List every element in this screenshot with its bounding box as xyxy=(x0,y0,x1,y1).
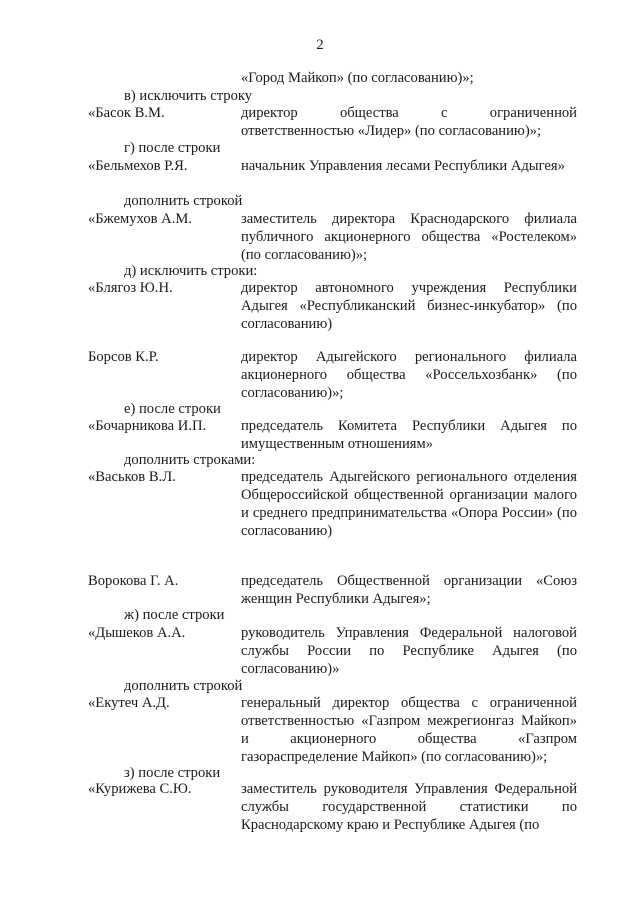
entry-name-belmekhov: «Бельмехов Р.Я. xyxy=(88,158,188,174)
entry-name-blyagoz: «Блягоз Ю.Н. xyxy=(88,280,173,296)
entry-name-kurizheva: «Курижева С.Ю. xyxy=(88,781,192,797)
instruction-e: е) после строки xyxy=(124,401,221,417)
entry-name-bzhemukhov: «Бжемухов А.М. xyxy=(88,211,192,227)
instruction-v: в) исключить строку xyxy=(124,88,253,104)
entry-name-dyshekov: «Дышеков А.А. xyxy=(88,625,186,641)
entry-position-bocharnikova: председатель Комитета Республики Адыгея по имущественным отношениям» xyxy=(241,418,577,452)
instruction-add-line: дополнить строкой xyxy=(124,193,243,209)
entry-position-blyagoz: директор автономного учреждения Республики Адыгея «Республиканский бизнес-инкубатор» (по согласованию) xyxy=(241,280,577,332)
entry-name-basok: «Басок В.М. xyxy=(88,105,165,121)
entry-position-vorokova: председатель Общественной организации «Союз женщин Республики Адыгея»; xyxy=(241,573,577,607)
instruction-z: з) после строки xyxy=(124,765,221,781)
continued-entry-text: «Город Майкоп» (по согласованию)»; xyxy=(241,70,474,86)
entry-position-borsov: директор Адыгейского регионального филиала акционерного общества «Россельхозбанк» (по согласованию)»; xyxy=(241,349,577,401)
page-number: 2 xyxy=(316,37,324,53)
instruction-add-line-2: дополнить строкой xyxy=(124,678,243,694)
entry-name-borsov: Борсов К.Р. xyxy=(88,349,159,365)
entry-name-bocharnikova: «Бочарникова И.П. xyxy=(88,418,207,434)
instruction-d: д) исключить строки: xyxy=(124,263,258,279)
instruction-add-lines: дополнить строками: xyxy=(124,452,256,468)
entry-position-kurizheva: заместитель руководителя Управления Федеральной службы государственной статистики по Краснодарскому краю и Республике Адыгея (по xyxy=(241,781,577,833)
entry-position-dyshekov: руководитель Управления Федеральной налоговой службы России по Республике Адыгея (по согласованию)» xyxy=(241,625,577,677)
entry-name-ekutech: «Екутеч А.Д. xyxy=(88,695,170,711)
entry-position-bzhemukhov: заместитель директора Краснодарского филиала публичного акционерного общества «Ростелеком» (по согласованию)»; xyxy=(241,211,577,263)
instruction-g: г) после строки xyxy=(124,140,221,156)
entry-name-vorokova: Ворокова Г. А. xyxy=(88,573,179,589)
entry-position-ekutech: генеральный директор общества с ограниченной ответственностью «Газпром межрегионгаз Майкоп» и акционерного общества «Газпром газораспределение Майкоп» (по согласованию)»; xyxy=(241,695,577,765)
entry-position-vaskov: председатель Адыгейского регионального отделения Общероссийской общественной организации малого и среднего предпринимательства «Опора России» (по согласованию) xyxy=(241,469,577,539)
entry-name-vaskov: «Васьков В.Л. xyxy=(88,469,176,485)
instruction-zh: ж) после строки xyxy=(124,607,225,623)
entry-position-belmekhov: начальник Управления лесами Республики Адыгея» xyxy=(241,158,565,174)
entry-position-basok: директор общества с ограниченной ответственностью «Лидер» (по согласованию)»; xyxy=(241,105,577,139)
